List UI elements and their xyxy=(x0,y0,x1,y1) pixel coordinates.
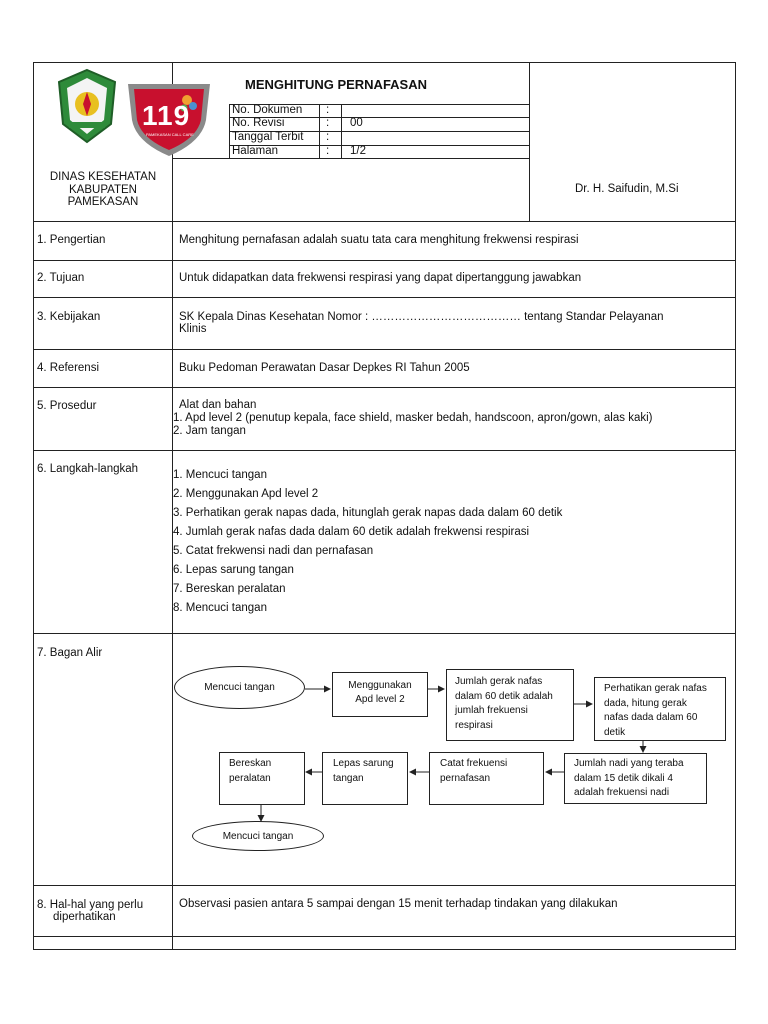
institution-line-3: PAMEKASAN xyxy=(67,196,139,208)
flow-node-line: pernafasan xyxy=(440,772,491,784)
step-item: 3. Perhatikan gerak napas dada, hitunglah gerak napas dada dalam 60 detik xyxy=(173,507,563,519)
page-value: 1/2 xyxy=(350,145,366,157)
section-5-heading: Alat dan bahan xyxy=(179,399,257,411)
step-item: 5. Catat frekwensi nadi dan pernafasan xyxy=(173,545,374,557)
revision-value: 00 xyxy=(350,117,363,129)
flow-record-respiration xyxy=(429,752,544,805)
flow-node-line: Lepas sarung xyxy=(333,758,394,769)
flow-node-line: Apd level 2 xyxy=(355,694,405,705)
flow-node-line: Jumlah nadi yang teraba xyxy=(574,758,684,769)
flow-node-line: nafas dada dalam 60 xyxy=(604,712,698,723)
flow-node-line: Bereskan xyxy=(229,758,272,769)
section-2-label: 2. Tujuan xyxy=(37,272,85,284)
flow-node-line: respirasi xyxy=(455,719,493,731)
flow-node-line: dada, hitung gerak xyxy=(604,697,687,709)
section-5-item-1: 1. Apd level 2 (penutup kepala, face shield, masker bedah, handscoon, apron/gown, alas kaki) xyxy=(173,412,653,424)
flow-node-line: jumlah frekuensi xyxy=(455,705,528,716)
issue-date-label: Tanggal Terbit xyxy=(232,131,304,143)
section-6-label: 6. Langkah-langkah xyxy=(37,463,139,475)
step-item: 4. Jumlah gerak nafas dada dalam 60 detik adalah frekwensi respirasi xyxy=(173,526,530,538)
flow-node-line: peralatan xyxy=(229,772,271,784)
page-label: Halaman xyxy=(232,145,279,157)
doc-number-sep: : xyxy=(326,104,330,116)
step-item: 1. Mencuci tangan xyxy=(173,469,267,481)
flow-node-line: dalam 60 detik adalah xyxy=(455,690,553,702)
section-1-text: Menghitung pernafasan adalah suatu tata cara menghitung frekwensi respirasi xyxy=(179,234,579,246)
flow-node-line: tangan xyxy=(333,772,364,784)
section-2-text: Untuk didapatkan data frekwensi respirasi yang dapat dipertanggung jawabkan xyxy=(179,272,582,284)
flow-tidy-equipment xyxy=(219,752,305,805)
revision-sep: : xyxy=(326,117,330,129)
doc-number-label: No. Dokumen xyxy=(232,104,303,116)
flow-node-line: Perhatikan gerak nafas xyxy=(604,683,707,694)
section-4-text: Buku Pedoman Perawatan Dasar Depkes RI Tahun 2005 xyxy=(179,362,470,374)
flow-node-line: detik xyxy=(604,726,626,738)
institution-line-2: KABUPATEN xyxy=(69,183,137,196)
section-8-label-line-2: diperhatikan xyxy=(53,911,116,923)
flow-node-text: Mencuci tangan xyxy=(204,682,275,693)
section-4-label: 4. Referensi xyxy=(37,362,100,374)
revision-label: No. Revisi xyxy=(232,117,285,129)
flow-count-respiration xyxy=(446,669,574,741)
issue-date-sep: : xyxy=(326,131,330,143)
flow-remove-gloves xyxy=(322,752,408,805)
flow-node-line: adalah frekuensi nadi xyxy=(574,787,670,798)
flow-node-text: Mencuci tangan xyxy=(222,830,294,842)
step-item: 8. Mencuci tangan xyxy=(173,602,267,614)
flow-node-line: dalam 15 detik dikali 4 xyxy=(574,772,673,784)
flow-node-line: Jumlah gerak nafas xyxy=(455,676,543,687)
section-3-text-line-1: SK Kepala Dinas Kesehatan Nomor : ………………………………… tentang Standar Pelayanan xyxy=(179,311,664,323)
section-1-label: 1. Pengertian xyxy=(37,234,106,246)
section-5-item-2: 2. Jam tangan xyxy=(173,425,246,437)
step-item: 2. Menggunakan Apd level 2 xyxy=(173,488,319,500)
section-3-label: 3. Kebijakan xyxy=(37,311,101,323)
step-item: 6. Lepas sarung tangan xyxy=(173,564,294,576)
section-3-text-line-2: Klinis xyxy=(179,323,207,335)
section-8-text: Observasi pasien antara 5 sampai dengan 15 menit terhadap tindakan yang dilakukan xyxy=(179,898,618,910)
step-item: 7. Bereskan peralatan xyxy=(173,583,286,595)
flow-node-line: Catat frekuensi xyxy=(440,758,508,769)
signatory-name: Dr. H. Saifudin, M.Si xyxy=(575,183,679,195)
logo-subtext: PAMEKASAN CALL CARE xyxy=(146,132,194,137)
flow-start-wash-hands xyxy=(174,666,305,709)
flow-use-apd xyxy=(332,672,428,717)
section-8-label-line-1: 8. Hal-hal yang perlu xyxy=(37,899,144,911)
page-sep: : xyxy=(326,145,330,157)
institution-line-1: DINAS KESEHATAN xyxy=(49,171,157,183)
section-5-label: 5. Prosedur xyxy=(37,400,97,412)
logo-number: 119 xyxy=(142,100,191,131)
flow-node-line: Menggunakan xyxy=(348,680,412,691)
flow-observe-breathing xyxy=(594,677,726,741)
document-title: MENGHITUNG PERNAFASAN xyxy=(245,77,428,92)
flow-pulse-count xyxy=(564,753,707,804)
flow-end-wash-hands xyxy=(192,821,324,851)
section-7-label: 7. Bagan Alir xyxy=(37,647,103,659)
